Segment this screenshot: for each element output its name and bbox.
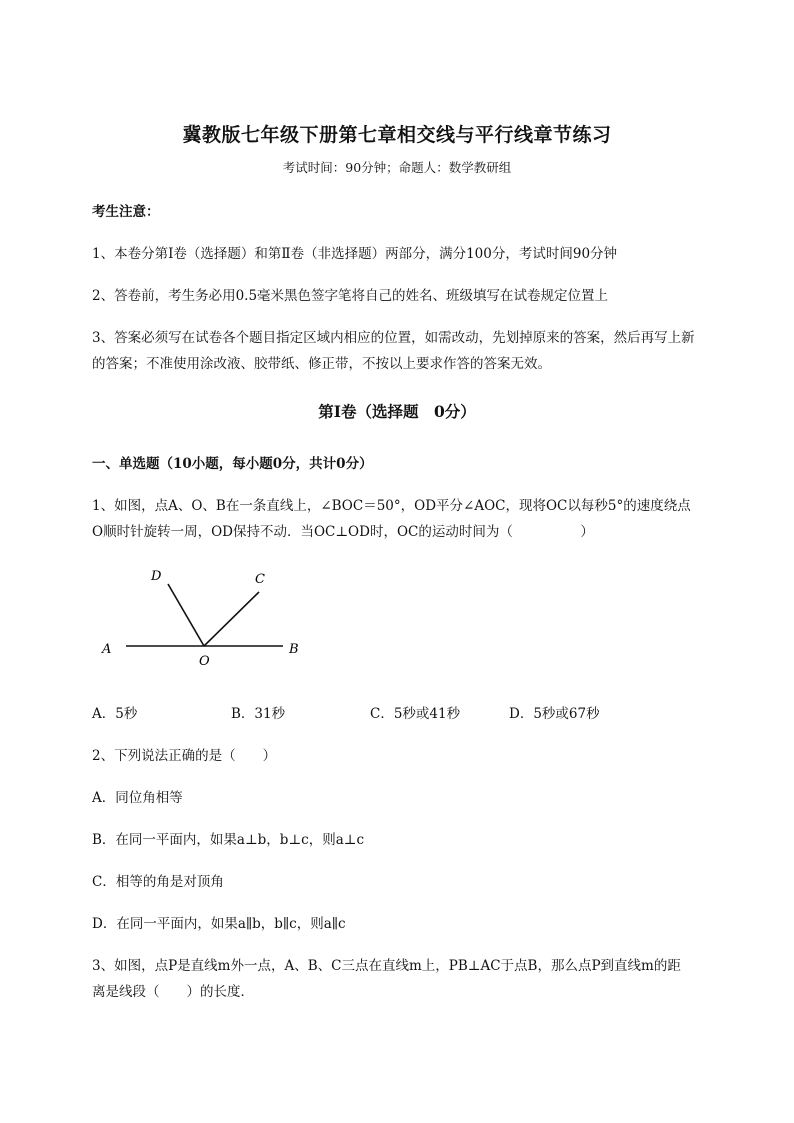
page-subtitle: 考试时间：90分钟；命题人：数学教研组 — [282, 160, 512, 175]
section-title: 第I卷（选择题 0分） — [318, 402, 476, 421]
label-b: B — [289, 642, 299, 657]
notice-item-3: 3、答案必须写在试卷各个题目指定区域内相应的位置，如需改动，先划掉原来的答案，然后再写上新 — [92, 330, 695, 346]
label-o: O — [199, 654, 210, 669]
question-2-option-b[interactable]: B．在同一平面内，如果a⊥b，b⊥c，则a⊥c — [92, 832, 365, 848]
label-d: D — [151, 569, 162, 584]
question-1-figure — [90, 560, 320, 675]
question-1-option-c[interactable]: C．5秒或41秒 — [370, 706, 461, 722]
label-a: A — [102, 642, 112, 657]
question-2-option-d[interactable]: D．在同一平面内，如果a∥b，b∥c，则a∥c — [92, 916, 346, 932]
page-title: 冀教版七年级下册第七章相交线与平行线章节练习 — [182, 124, 612, 146]
part-heading: 一、单选题（10小题，每小题0分，共计0分） — [92, 456, 373, 472]
ray-od — [168, 584, 204, 646]
question-1-option-d[interactable]: D．5秒或67秒 — [509, 706, 600, 722]
question-3-line-1: 3、如图，点P是直线m外一点，A、B、C三点在直线m上，PB⊥AC于点B，那么点P到直线m的距 — [92, 958, 681, 974]
question-1-line-2: O顺时针旋转一周，OD保持不动．当OC⊥OD时，OC的运动时间为（ ） — [92, 524, 594, 540]
question-2-option-a[interactable]: A．同位角相等 — [92, 790, 183, 806]
question-2-line-1: 2、下列说法正确的是（ ） — [92, 748, 277, 764]
ray-oc — [204, 592, 259, 646]
label-c: C — [255, 572, 265, 587]
question-1-option-b[interactable]: B．31秒 — [231, 706, 286, 722]
question-1-option-a[interactable]: A．5秒 — [92, 706, 138, 722]
question-1-line-1: 1、如图，点A、O、B在一条直线上，∠BOC＝50°，OD平分∠AOC，现将OC以每秒5°的速度绕点 — [92, 498, 691, 514]
question-3-line-2: 离是线段（ ）的长度． — [92, 984, 254, 1000]
notice-item-2: 2、答卷前，考生务必用0.5毫米黑色签字笔将自己的姓名、班级填写在试卷规定位置上 — [92, 288, 609, 304]
notice-heading: 考生注意： — [92, 204, 160, 220]
question-2-option-c[interactable]: C．相等的角是对顶角 — [92, 874, 224, 890]
notice-item-3-continued: 的答案；不准使用涂改液、胶带纸、修正带，不按以上要求作答的答案无效。 — [92, 356, 551, 372]
notice-item-1: 1、本卷分第I卷（选择题）和第Ⅱ卷（非选择题）两部分，满分100分，考试时间90分钟 — [92, 246, 618, 262]
